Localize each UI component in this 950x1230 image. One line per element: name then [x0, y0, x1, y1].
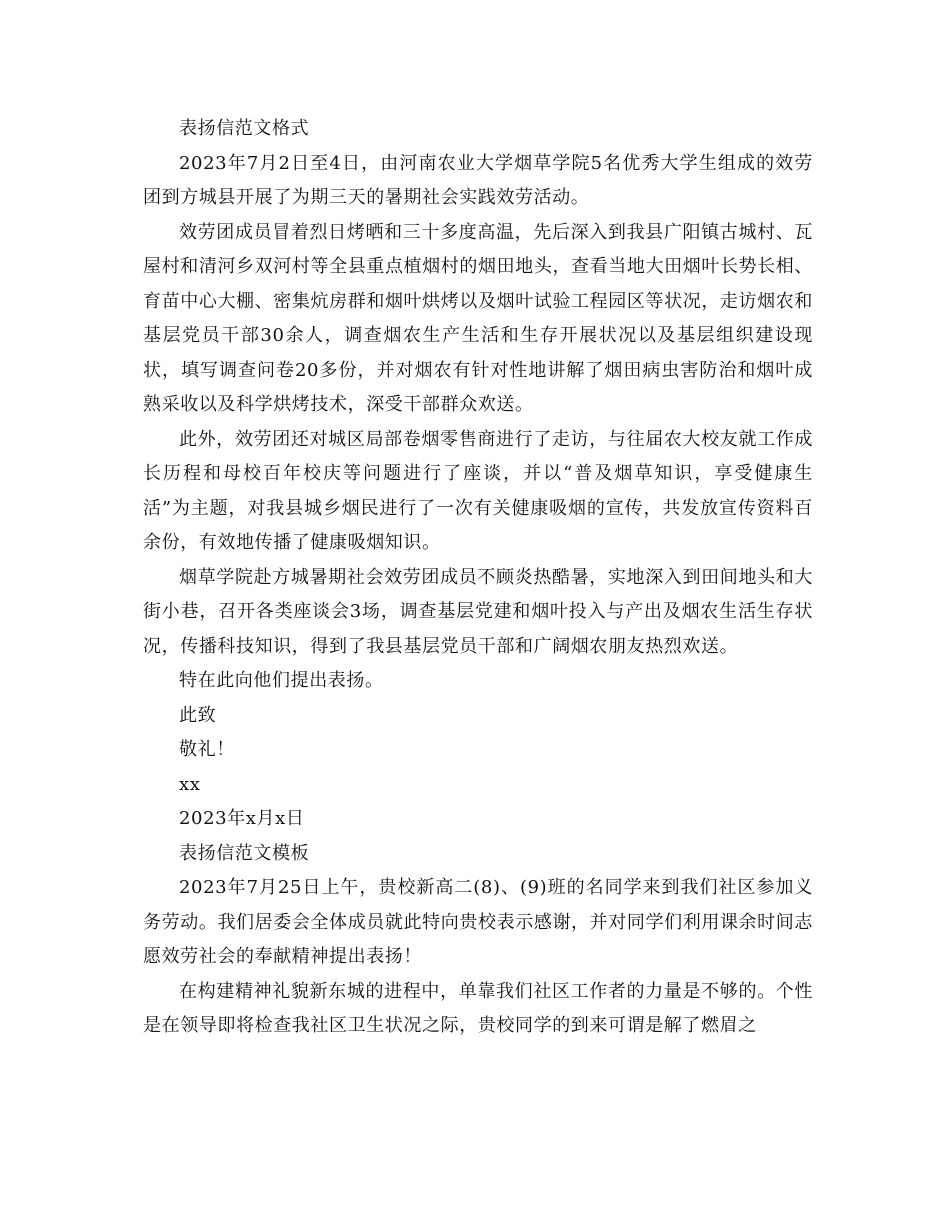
- section-heading-template: 表扬信范文模板: [179, 842, 310, 864]
- letter-date: 2023年x月x日: [179, 808, 305, 829]
- paragraph-7: 在构建精神礼貌新东城的进程中，单靠我们社区工作者的力量是不够的。个性是在领导即将检查我社区卫生状况之际，贵校同学的到来可谓是解了燃眉之: [143, 980, 813, 1036]
- paragraph-5: 特在此向他们提出表扬。: [179, 670, 384, 691]
- section-heading-format: 表扬信范文格式: [179, 118, 310, 139]
- document-body: [143, 112, 813, 1044]
- closing-regards: 敬礼！: [179, 739, 235, 760]
- paragraph-6: 2023年7月25日上午，贵校新高二(8)、(9)班的名同学来到我们社区参加义务劳动。我们居委会全体成员就此特向贵校表示感谢，并对同学们利用课余时间志愿效劳社会的奉献精神提出表扬！: [143, 877, 813, 967]
- signature: xx: [179, 773, 201, 795]
- paragraph-4: 烟草学院赴方城暑期社会效劳团成员不顾炎热酷暑，实地深入到田间地头和大街小巷，召开各类座谈会3场，调查基层党建和烟叶投入与产出及烟农生活生存状况，传播科技知识，得到了我县基层党员干部和广阔烟农朋友热烈欢送。: [143, 566, 813, 657]
- paragraph-3: 此外，效劳团还对城区局部卷烟零售商进行了走访，与往届农大校友就工作成长历程和母校百年校庆等问题进行了座谈，并以“普及烟草知识，享受健康生活”为主题，对我县城乡烟民进行了一次有关健康吸烟的宣传，共发放宣传资料百余份，有效地传播了健康吸烟知识。: [143, 428, 813, 553]
- paragraph-2: 效劳团成员冒着烈日烤晒和三十多度高温，先后深入到我县广阳镇古城村、瓦屋村和清河乡双河村等全县重点植烟村的烟田地头，查看当地大田烟叶长势长相、育苗中心大棚、密集炕房群和烟叶烘烤以及烟叶试验工程园区等状况，走访烟农和基层党员干部30余人，调查烟农生产生活和生存开展状况以及基层组织建设现状，填写调查问卷20多份，并对烟农有针对性地讲解了烟田病虫害防治和烟叶成熟采收以及科学烘烤技术，深受干部群众欢送。: [143, 221, 813, 415]
- closing-salutation: 此致: [179, 704, 217, 726]
- paragraph-1: 2023年7月2日至4日，由河南农业大学烟草学院5名优秀大学生组成的效劳团到方城县开展了为期三天的暑期社会实践效劳活动。: [143, 152, 813, 208]
